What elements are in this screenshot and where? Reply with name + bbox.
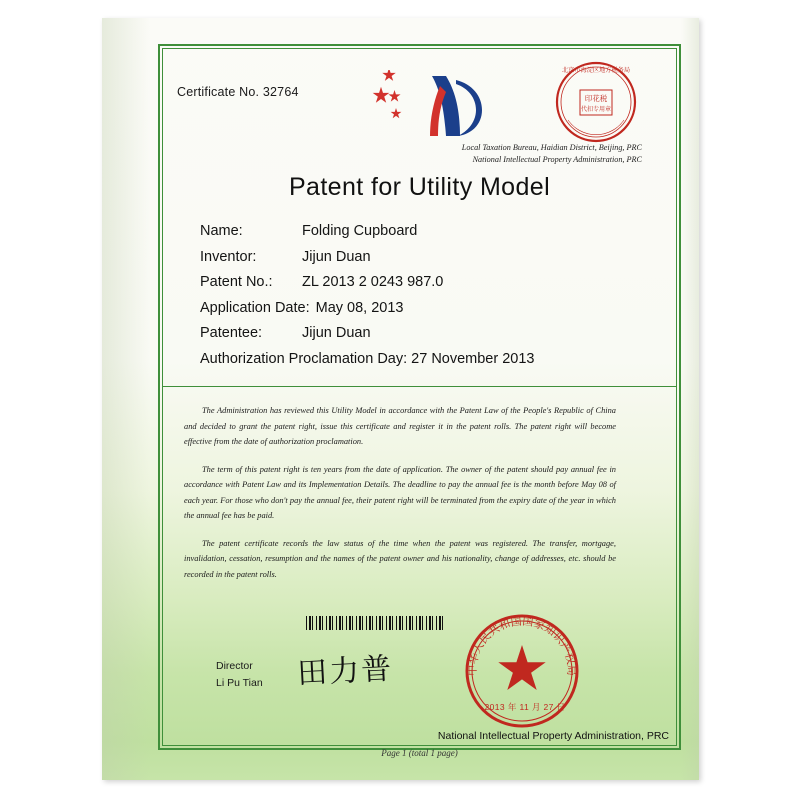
seal-date: 2013 年 11 月 27 日 — [484, 702, 566, 712]
field-label: Name: — [200, 223, 243, 239]
director-name: Li Pu Tian — [216, 676, 263, 689]
svg-text:中华人民共和国国家知识产权局: 中华人民共和国国家知识产权局 — [465, 614, 579, 676]
field-row — [200, 300, 640, 316]
field-label: Patent No.: — [200, 274, 273, 290]
footer-page-number: Page 1 (total 1 page) — [381, 748, 458, 758]
page-title: Patent for Utility Model — [288, 173, 551, 201]
field-value: Jijun Duan — [302, 248, 371, 265]
agency-logo-icon — [360, 70, 488, 142]
barcode — [306, 616, 446, 630]
body-paragraph: The term of this patent right is ten years from the date of application. The owner of the patent should pay annual fee in accordance with Patent Law and its Implementation Details. The deadline to pay the annual fee is the month before May 08 of each year. For those who don't pay the annual fee, their patent right will be terminated from the expiry date of the year in which the annual fee has be paid. — [184, 464, 616, 521]
red-tax-seal-icon — [554, 60, 638, 144]
national-seal-icon — [462, 611, 582, 731]
section-divider — [163, 386, 676, 387]
paper-left-shading — [102, 18, 150, 780]
body-text — [184, 403, 616, 594]
director-signature: 田力普 — [296, 652, 394, 691]
footer-organization: National Intellectual Property Administration, PRC — [437, 730, 669, 742]
director-block — [216, 658, 263, 692]
field-list — [200, 223, 640, 376]
issuer-line-1: Local Taxation Bureau, Haidian District, Beijing, PRC — [461, 143, 642, 152]
svg-text:北京市海淀区地方税务局: 北京市海淀区地方税务局 — [561, 67, 631, 74]
body-paragraph: The patent certificate records the law status of the time when the patent was registered. The transfer, mortgage, invalidation, cessation, resumption and the names of the patent owner and his nationality, change of addresses, etc. should be recorded in the patent rolls. — [184, 538, 616, 579]
svg-text:代扣专用章: 代扣专用章 — [580, 106, 612, 113]
issuer-caption — [394, 142, 642, 166]
field-label: Patentee: — [200, 325, 263, 341]
field-label: Authorization Proclamation Day: 27 November 2013 — [200, 350, 535, 367]
field-value: Folding Cupboard — [302, 223, 418, 239]
field-value: ZL 2013 2 0243 987.0 — [302, 274, 444, 290]
issuer-line-2: National Intellectual Property Administration, PRC — [472, 154, 642, 164]
field-label: Inventor: — [200, 248, 257, 265]
field-value: May 08, 2013 — [315, 299, 404, 316]
certificate-paper — [102, 18, 699, 780]
paper-right-shading — [681, 18, 699, 780]
director-title: Director — [216, 660, 253, 672]
certificate-number: Certificate No. 32764 — [177, 85, 299, 99]
field-row — [200, 249, 640, 265]
svg-text:印花税: 印花税 — [584, 94, 608, 103]
field-row — [200, 351, 640, 367]
field-row — [200, 325, 640, 341]
field-row — [200, 274, 640, 290]
field-label: Application Date: — [200, 299, 310, 316]
field-row — [200, 223, 640, 239]
body-paragraph: The Administration has reviewed this Utility Model in accordance with the Patent Law of the People's Republic of China and decided to grant the patent right, issue this certificate and register it in the patent rolls. The patent right will become effective from the date of authorization proclamation. — [184, 406, 616, 447]
field-value: Jijun Duan — [302, 325, 371, 341]
